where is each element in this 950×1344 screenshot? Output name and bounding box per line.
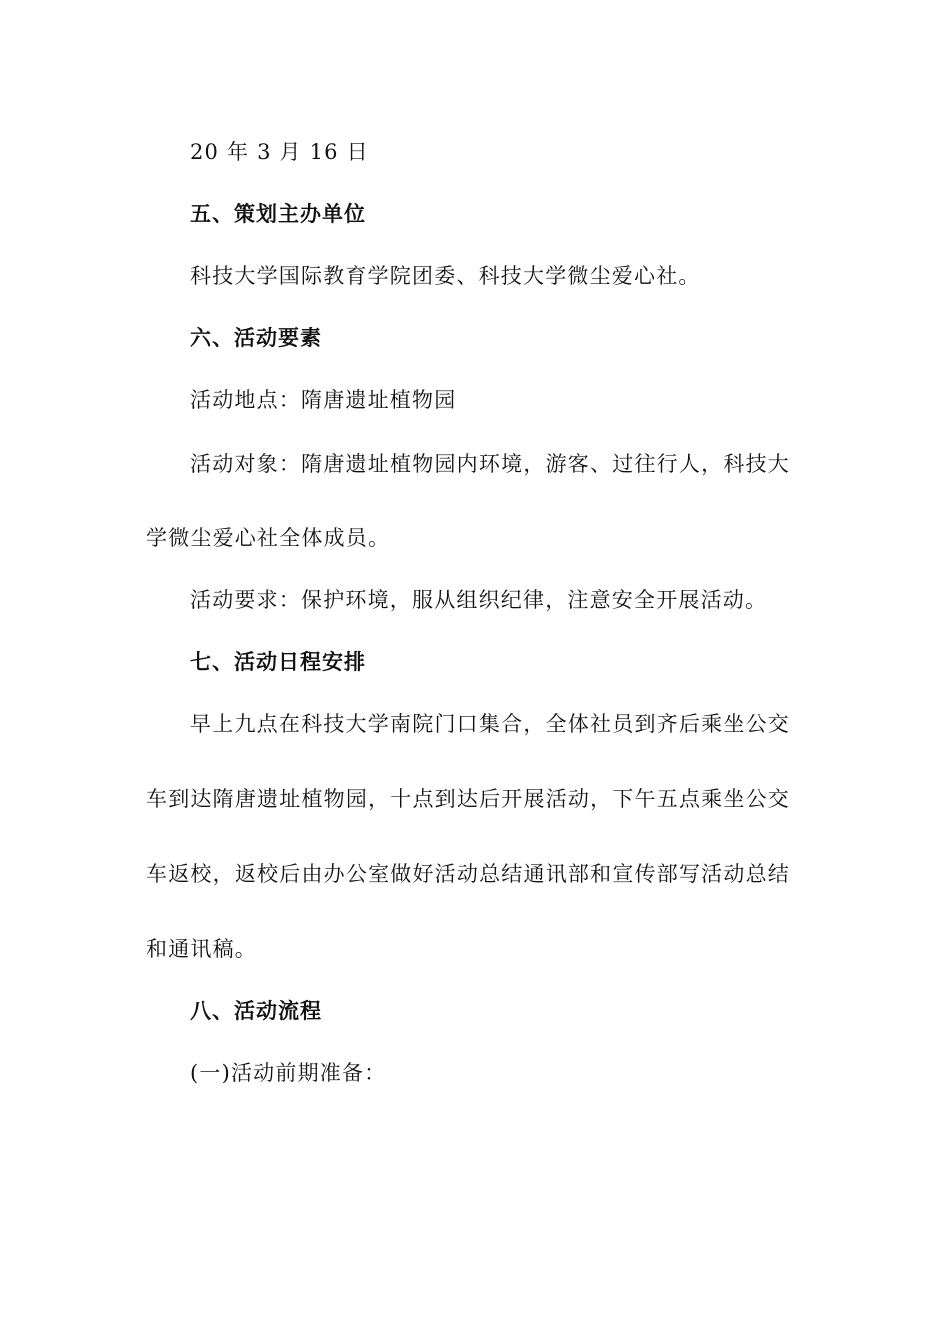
activity-location: 活动地点：隋唐遗址植物园 <box>190 388 457 412</box>
schedule-line-3: 车返校，返校后由办公室做好活动总结通讯部和宣传部写活动总结 <box>146 862 790 886</box>
section-7-heading: 七、活动日程安排 <box>190 650 366 674</box>
date-line: 20 年 3 月 16 日 <box>190 140 369 164</box>
activity-target-line-2: 学微尘爱心社全体成员。 <box>146 526 391 550</box>
activity-requirement: 活动要求：保护环境，服从组织纪律，注意安全开展活动。 <box>190 588 768 612</box>
schedule-line-2: 车到达隋唐遗址植物园，十点到达后开展活动，下午五点乘坐公交 <box>146 787 790 811</box>
section-8-heading: 八、活动流程 <box>190 999 322 1023</box>
activity-target-line-1: 活动对象：隋唐遗址植物园内环境，游客、过往行人，科技大 <box>190 452 790 476</box>
section-5-heading: 五、策划主办单位 <box>190 202 366 226</box>
section-8-sub-1: (一)活动前期准备： <box>190 1061 387 1085</box>
section-5-body: 科技大学国际教育学院团委、科技大学微尘爱心社。 <box>190 264 701 288</box>
section-6-heading: 六、活动要素 <box>190 326 322 350</box>
schedule-line-1: 早上九点在科技大学南院门口集合，全体社员到齐后乘坐公交 <box>190 712 790 736</box>
schedule-line-4: 和通讯稿。 <box>146 937 257 961</box>
